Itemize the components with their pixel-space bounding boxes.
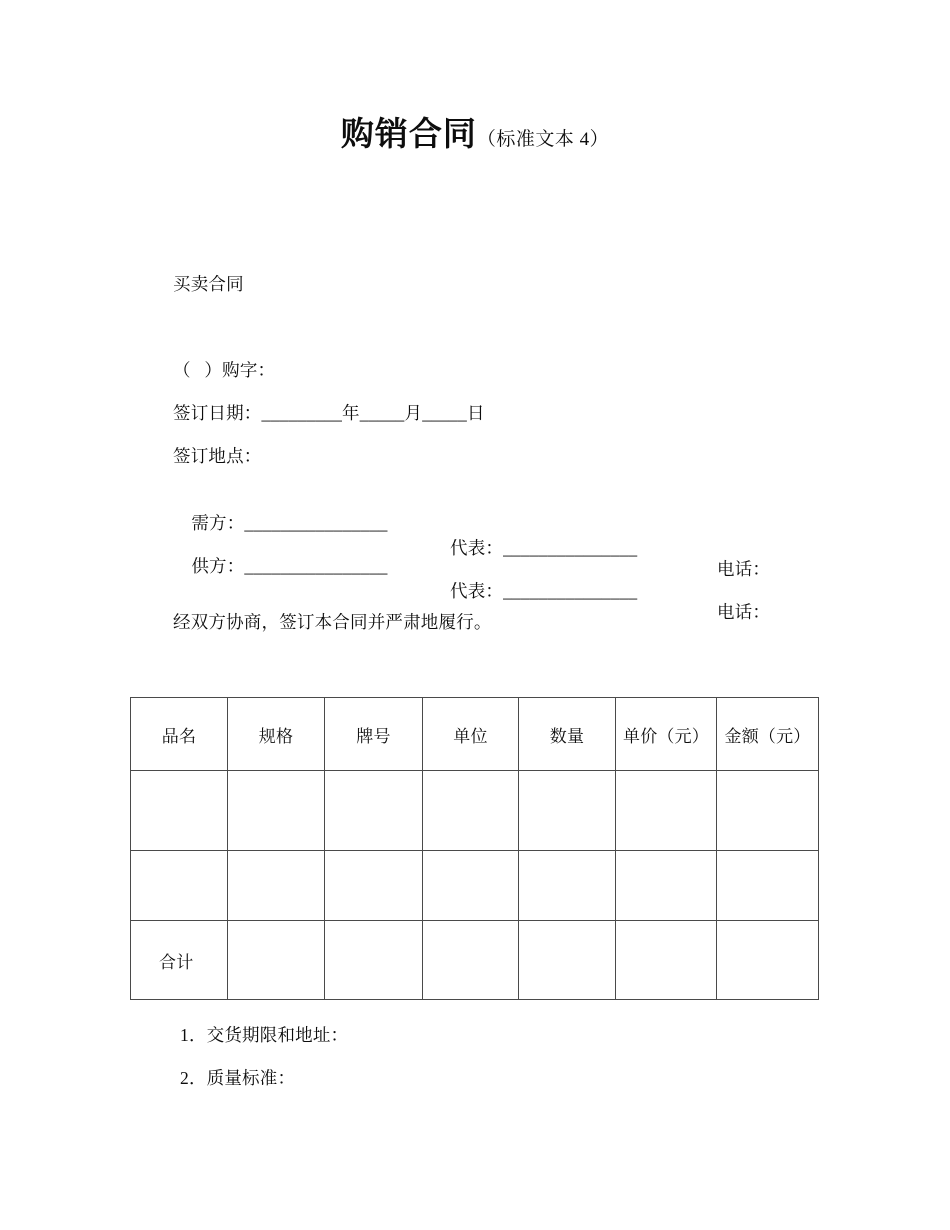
table-cell[interactable] — [325, 851, 423, 921]
table-header-cell: 品名 — [131, 698, 228, 771]
contract-subtitle: 买卖合同 — [173, 274, 244, 294]
table-total-label: 合计 — [131, 921, 228, 1000]
table-cell[interactable] — [616, 771, 717, 851]
sign-place-line: 签订地点： — [173, 446, 262, 466]
page-title — [0, 108, 950, 155]
supply-party-representative-field: 代表：_______________ — [450, 581, 638, 601]
table-header-cell: 单价（元） — [616, 698, 717, 771]
table-cell[interactable] — [131, 771, 228, 851]
page-title-main: 购销合同 — [340, 117, 477, 153]
clause-item-2: 2．质量标准： — [180, 1068, 296, 1088]
demand-party-phone-field: 电话： — [717, 559, 771, 579]
table-cell[interactable] — [131, 851, 228, 921]
table-header-cell: 单位 — [423, 698, 519, 771]
table-total-cell[interactable] — [325, 921, 423, 1000]
table-row — [131, 851, 819, 921]
table-header-cell: 数量 — [519, 698, 616, 771]
table-cell[interactable] — [228, 771, 325, 851]
table-header-cell: 规格 — [228, 698, 325, 771]
goods-table — [130, 697, 819, 1000]
page-title-sub: （标准文本 4） — [476, 129, 610, 150]
table-cell[interactable] — [228, 851, 325, 921]
table-cell[interactable] — [423, 771, 519, 851]
table-header-cell: 牌号 — [325, 698, 423, 771]
table-cell[interactable] — [717, 771, 819, 851]
table-total-cell[interactable] — [616, 921, 717, 1000]
agreement-statement: 经双方协商，签订本合同并严肃地履行。 — [173, 612, 492, 632]
table-total-row — [131, 921, 819, 1000]
demand-party-representative-field: 代表：_______________ — [450, 538, 638, 558]
table-row — [131, 771, 819, 851]
supply-party-phone-field: 电话： — [717, 602, 771, 622]
table-cell[interactable] — [325, 771, 423, 851]
table-total-cell[interactable] — [717, 921, 819, 1000]
table-cell[interactable] — [717, 851, 819, 921]
table-cell[interactable] — [519, 851, 616, 921]
table-total-cell[interactable] — [228, 921, 325, 1000]
table-total-cell[interactable] — [519, 921, 616, 1000]
table-cell[interactable] — [616, 851, 717, 921]
demand-party-name-field: 需方：________________ — [191, 513, 388, 533]
sign-date-line: 签订日期：_________年_____月_____日 — [173, 403, 485, 423]
clause-item-1: 1．交货期限和地址： — [180, 1025, 349, 1045]
table-cell[interactable] — [519, 771, 616, 851]
supply-party-name-field: 供方：________________ — [191, 556, 388, 576]
table-header-row — [131, 698, 819, 771]
contract-code-line: （ ）购字： — [173, 360, 276, 380]
table-total-cell[interactable] — [423, 921, 519, 1000]
table-cell[interactable] — [423, 851, 519, 921]
table-header-cell: 金额（元） — [717, 698, 819, 771]
